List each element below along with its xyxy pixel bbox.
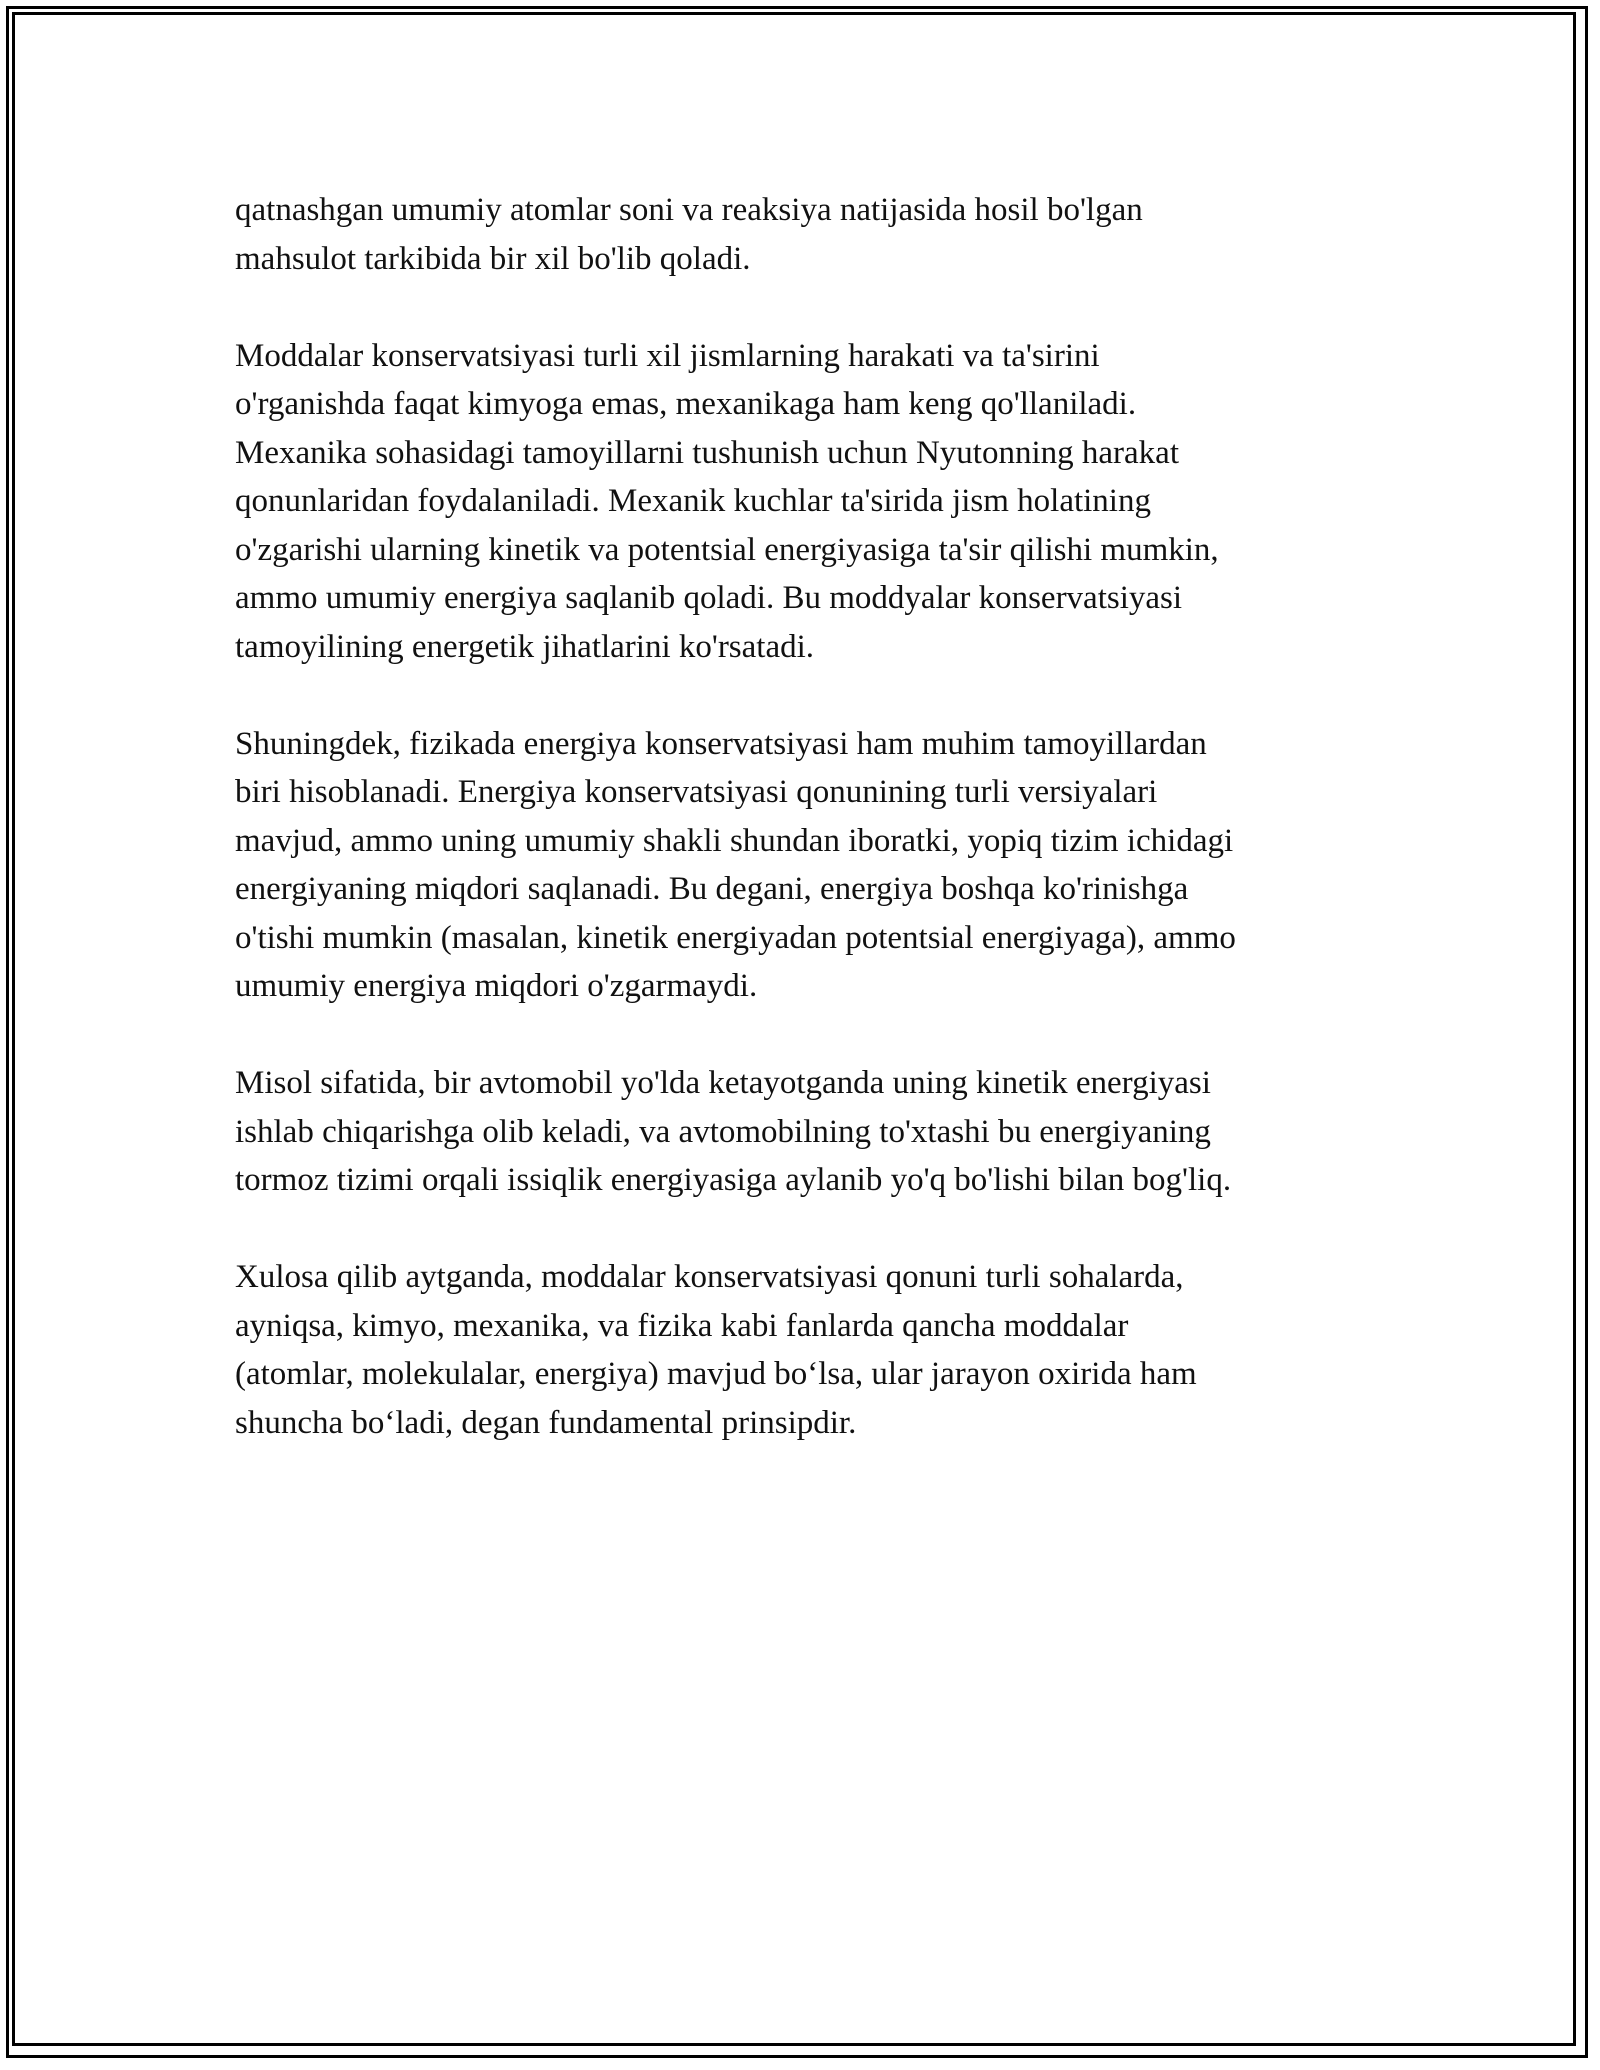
text-line: (atomlar, molekulalar, energiya) mavjud bo‘lsa, ular jarayon oxirida ham [235, 1356, 1197, 1392]
text-line: Shuningdek, fizikada energiya konservatsiyasi ham muhim tamoyillardan [235, 725, 1207, 762]
text-line: energiyaning miqdori saqlanadi. Bu degani, energiya boshqa ko'rinishga [235, 871, 1189, 907]
text-line: o'rganishda faqat kimyoga emas, mexanikaga ham keng qo'llaniladi. [235, 386, 1137, 422]
text-line: o'zgarishi ularning kinetik va potentsial energiyasiga ta'sir qilishi mumkin, [235, 531, 1219, 568]
text-line: ishlab chiqarishga olib keladi, va avtomobilning to'xtashi bu energiyaning [235, 1113, 1211, 1150]
text-line: Misol sifatida, bir avtomobil yo'lda ketayotganda uning kinetik energiyasi [235, 1065, 1211, 1101]
text-line: umumiy energiya miqdori o'zgarmaydi. [235, 968, 758, 1004]
text-line: Moddalar konservatsiyasi turli xil jismlarning harakati va ta'sirini [235, 337, 1100, 374]
text-line: ammo umumiy energiya saqlanib qoladi. Bu moddyalar konservatsiyasi [235, 580, 1183, 616]
paragraph-3 [235, 720, 1365, 1011]
paragraph-4 [235, 1059, 1365, 1205]
text-line: mavjud, ammo uning umumiy shakli shundan iboratki, yopiq tizim ichidagi [235, 822, 1234, 859]
paragraph-1 [235, 186, 1365, 283]
text-line: Mexanika sohasidagi tamoyillarni tushunish uchun Nyutonning harakat [235, 434, 1179, 471]
text-line: ayniqsa, kimyo, mexanika, va fizika kabi fanlarda qancha moddalar [235, 1307, 1129, 1344]
text-line: biri hisoblanadi. Energiya konservatsiyasi qonunining turli versiyalari [235, 774, 1158, 810]
text-line: shuncha bo‘ladi, degan fundamental prinsipdir. [235, 1404, 857, 1441]
text-line: Xulosa qilib aytganda, moddalar konservatsiyasi qonuni turli sohalarda, [235, 1259, 1184, 1295]
paragraph-2 [235, 332, 1365, 672]
text-line: tamoyilining energetik jihatlarini ko'rsatadi. [235, 628, 815, 665]
document-body [235, 186, 1365, 1496]
text-line: mahsulot tarkibida bir xil bo'lib qoladi. [235, 240, 751, 277]
text-line: o'tishi mumkin (masalan, kinetik energiyadan potentsial energiyaga), ammo [235, 919, 1236, 956]
text-line: tormoz tizimi orqali issiqlik energiyasiga aylanib yo'q bo'lishi bilan bog'liq. [235, 1162, 1232, 1198]
paragraph-5 [235, 1253, 1365, 1447]
text-line: qonunlaridan foydalaniladi. Mexanik kuchlar ta'sirida jism holatining [235, 483, 1151, 519]
text-line: qatnashgan umumiy atomlar soni va reaksiya natijasida hosil bo'lgan [235, 192, 1143, 228]
